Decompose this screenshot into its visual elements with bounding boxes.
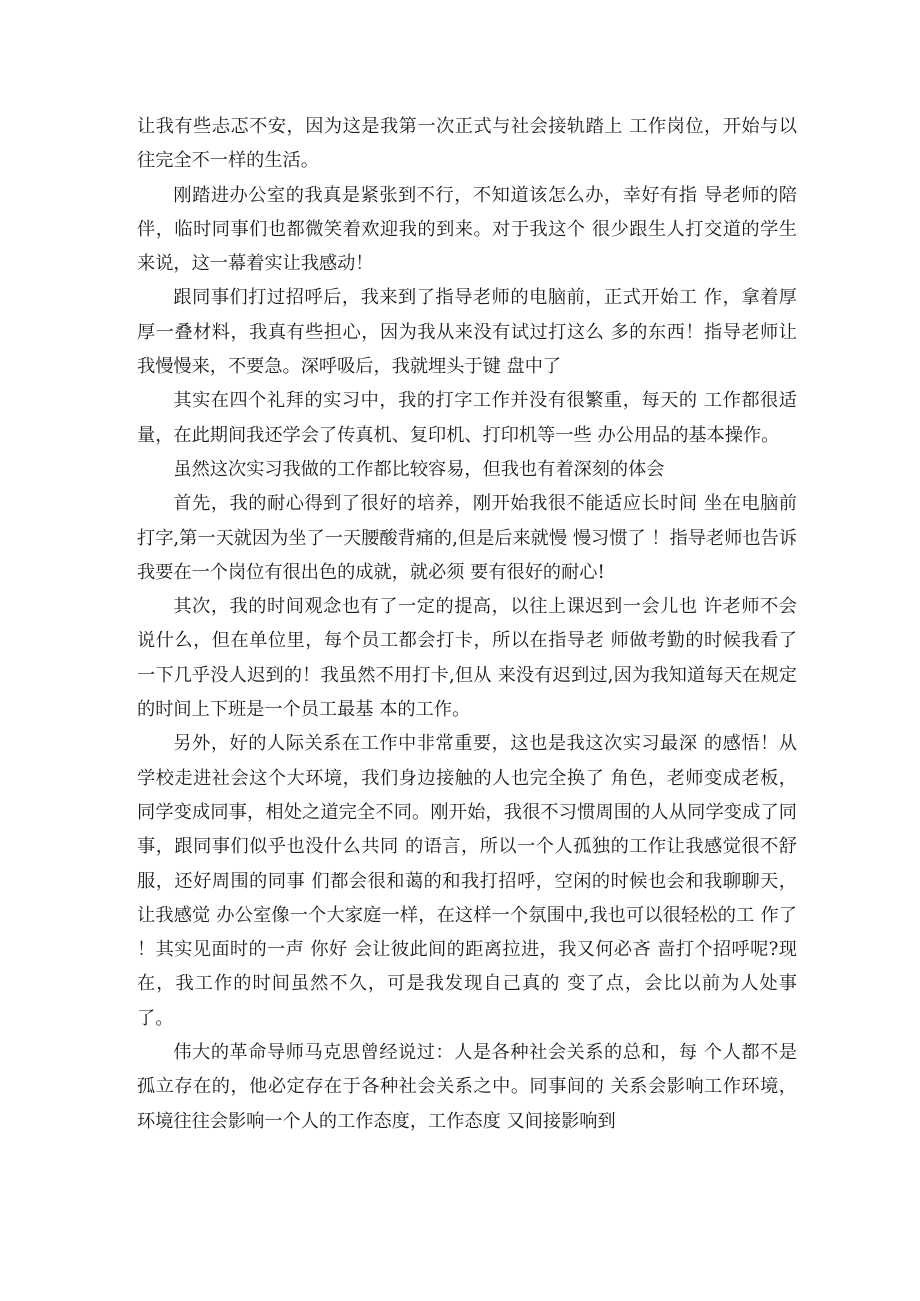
paragraph: 另外，好的人际关系在工作中非常重要，这也是我这次实习最深 的感悟！从学校走进社会这个大环境，我们身边接触的人也完全换了 角色，老师变成老板，同学变成同事，相处之道完全不同。刚开始，我很不习惯周围的人从同学变成了同事，跟同事们似乎也没什么共同 的语言，所以一个人孤独的工作让我感觉很不舒服，还好周围的同事 们都会很和蔼的和我打招呼，空闲的时候也会和我聊聊天，让我感觉 办公室像一个大家庭一样，在这样一个氛围中,我也可以很轻松的工 作了 ！其实见面时的一声 你好 会让彼此间的距离拉进，我又何必吝 啬打个招呼呢?现在，我工作的时间虽然不久，可是我发现自己真的 变了点，会比以前为人处事了。 xyxy=(137,733,797,1029)
paragraph: 跟同事们打过招呼后，我来到了指导老师的电脑前，正式开始工 作，拿着厚厚一叠材料，我真有些担心，因为我从来没有试过打这么 多的东西！指导老师让我慢慢来，不要急。深呼吸后，我就埋头于键 盘中了 xyxy=(137,287,797,378)
paragraph: 让我有些忐忑不安，因为这是我第一次正式与社会接轨踏上 工作岗位，开始与以往完全不一样的生活。 xyxy=(137,116,797,172)
paragraph: 其实在四个礼拜的实习中，我的打字工作并没有很繁重，每天的 工作都很适量，在此期间我还学会了传真机、复印机、打印机等一些 办公用品的基本操作。 xyxy=(137,390,797,446)
paragraph: 其次，我的时间观念也有了一定的提高，以往上课迟到一会儿也 许老师不会说什么，但在单位里，每个员工都会打卡，所以在指导老 师做考勤的时候我看了 一下几乎没人迟到的！我虽然不用打卡,但从 来没有迟到过,因为我知道每天在规定的时间上下班是一个员工最基 本的工作。 xyxy=(137,596,797,721)
paragraph: 虽然这次实习我做的工作都比较容易，但我也有着深刻的体会 xyxy=(173,458,665,480)
paragraph: 刚踏进办公室的我真是紧张到不行，不知道该怎么办，幸好有指 导老师的陪伴，临时同事们也都微笑着欢迎我的到来。对于我这个 很少跟生人打交道的学生来说，这一幕着实让我感动！ xyxy=(137,184,797,275)
document-body xyxy=(137,110,797,1139)
paragraph: 首先，我的耐心得到了很好的培养，刚开始我很不能适应长时间 坐在电脑前打字,第一天就因为坐了一天腰酸背痛的,但是后来就慢 慢习惯了 ！指导老师也告诉我要在一个岗位有很出色的成就，就必须 要有很好的耐心! xyxy=(137,493,797,583)
paragraph: 伟大的革命导师马克思曾经说过：人是各种社会关系的总和，每 个人都不是孤立存在的，他必定存在于各种社会关系之中。同事间的 关系会影响工作环境，环境往往会影响一个人的工作态度，工作态度 又间接影响到 xyxy=(137,1042,797,1132)
